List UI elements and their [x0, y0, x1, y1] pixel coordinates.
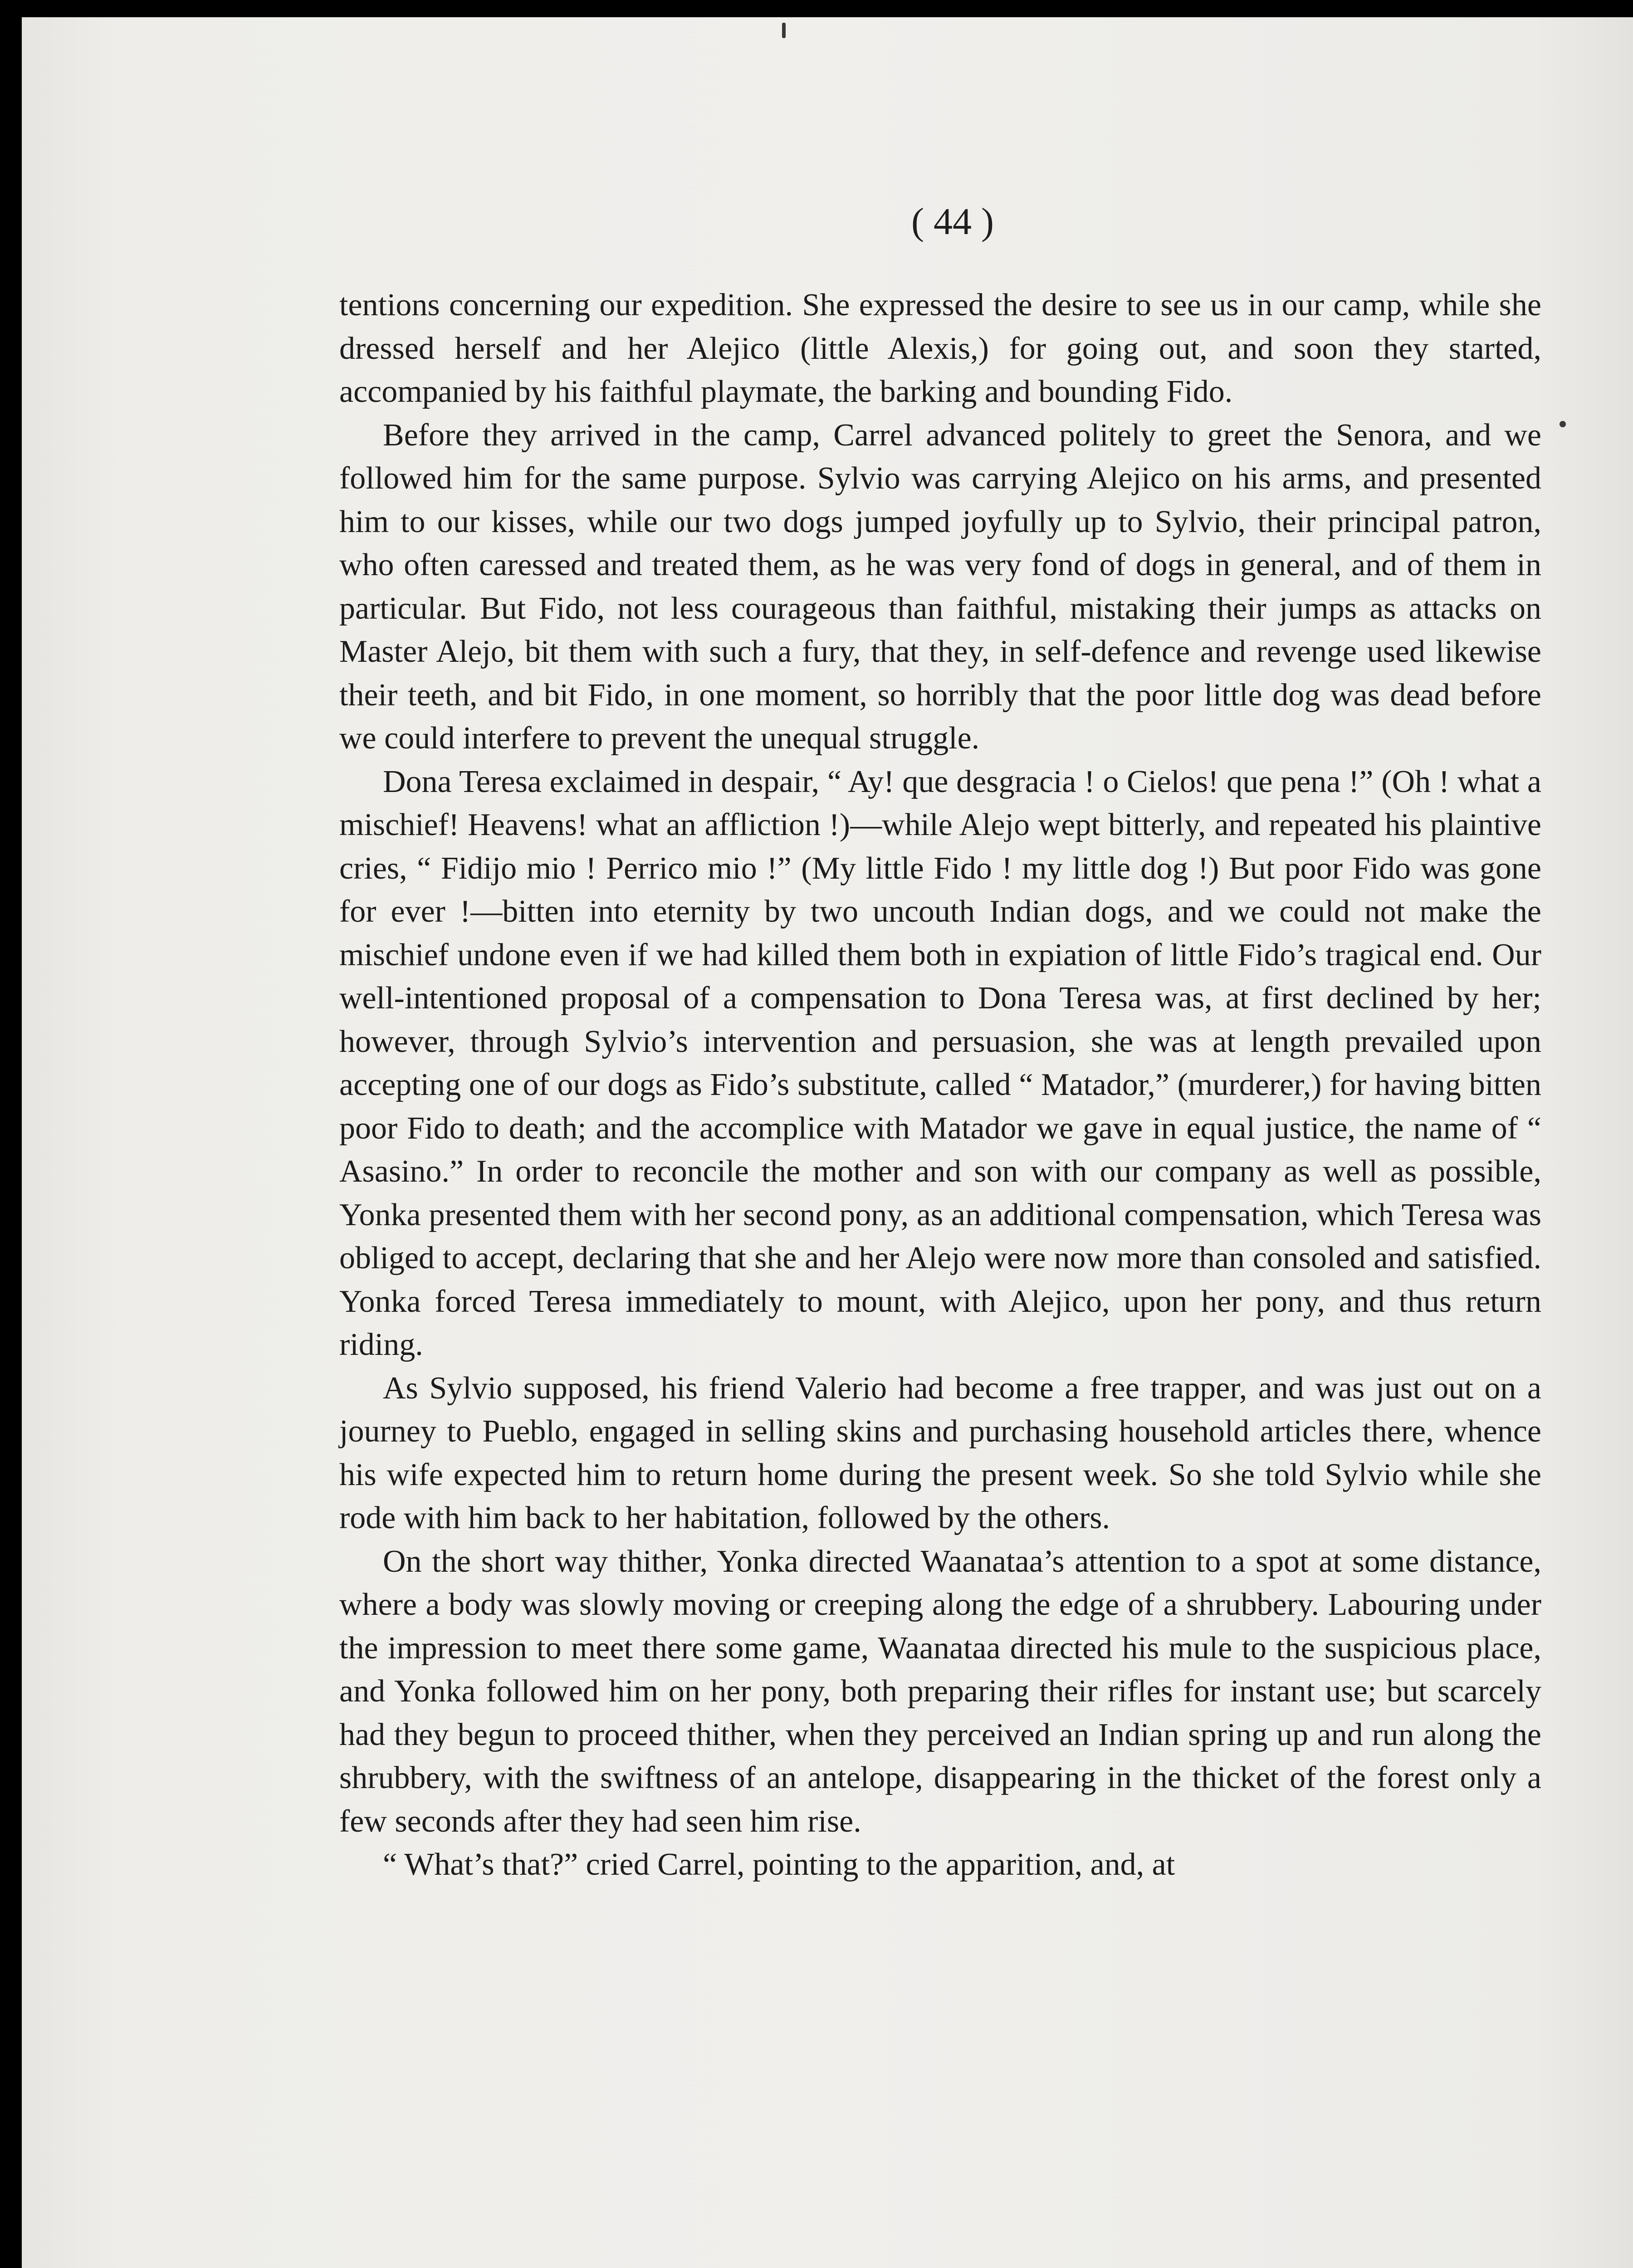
page-number: ( 44 ) [911, 200, 994, 243]
paragraph: On the short way thither, Yonka directed Waanataa’s attention to a spot at some distance, where a body was slowly moving or creeping along the edge of a shrubbery. Labouring under the impression to meet there some game, Waanataa directed his mule to the suspicious place, and Yonka followed him on her pony, both preparing their rifles for instant use; but scarcely had they begun to proceed thither, when they perceived an Indian spring up and run along the shrubbery, with the swiftness of an antelope, disappearing in the thicket of the forest only a few seconds after they had seen him rise. [339, 1544, 1541, 1839]
ink-speck [782, 23, 786, 38]
paragraph: “ What’s that?” cried Carrel, pointing to the apparition, and, at [383, 1847, 1175, 1882]
paragraph: Dona Teresa exclaimed in despair, “ Ay! que desgracia ! o Cielos! que pena !” (Oh ! what a mischief! Heavens! what an affliction !)—while Alejo wept bitterly, and repeated his plaintive cries, “ Fidijo mio ! Perrico mio !” (My little Fido ! my little dog !) But poor Fido was gone for ever !—bitten into eternity by two uncouth Indian dogs, and we could not make the mischief undone even if we had killed them both in expiation of little Fido’s tragical end. Our well-intentioned proposal of a compensation to Dona Teresa was, at first declined by her; however, through Sylvio’s intervention and persuasion, she was at length prevailed upon accepting one of our dogs as Fido’s substitute, called “ Matador,” (murderer,) for having bitten poor Fido to death; and the accomplice with Matador we gave in equal justice, the name of “ Asasino.” In order to reconcile the mother and son with our company as well as possible, Yonka presented them with her second pony, as an additional compensation, which Teresa was obliged to accept, declaring that she and her Alejo were now more than consoled and satisfied. Yonka forced Teresa immediately to mount, with Alejico, upon her pony, and thus return riding. [339, 764, 1541, 1362]
page-text [339, 284, 1541, 1887]
paragraph: tentions concerning our expedition. She expressed the desire to see us in our camp, while she dressed herself and her Alejico (little Alexis,) for going out, and soon they started, accompanied by his faithful playmate, the barking and bounding Fido. [339, 288, 1541, 409]
paragraph: Before they arrived in the camp, Carrel advanced politely to greet the Senora, and we followed him for the same purpose. Sylvio was carrying Alejico on his arms, and presented him to our kisses, while our two dogs jumped joyfully up to Sylvio, their principal patron, who often caressed and treated them, as he was very fond of dogs in general, and of them in particular. But Fido, not less courageous than faithful, mistaking their jumps as attacks on Master Alejo, bit them with such a fury, that they, in self-defence and revenge used likewise their teeth, and bit Fido, in one moment, so horribly that the poor little dog was dead before we could interfere to prevent the unequal struggle. [339, 417, 1541, 756]
paragraph: As Sylvio supposed, his friend Valerio had become a free trapper, and was just out on a journey to Pueblo, engaged in selling skins and purchasing household articles there, whence his wife expected him to return home during the present week. So she told Sylvio while she rode with him back to her habitation, followed by the others. [339, 1370, 1541, 1535]
ink-speck [1560, 421, 1566, 427]
